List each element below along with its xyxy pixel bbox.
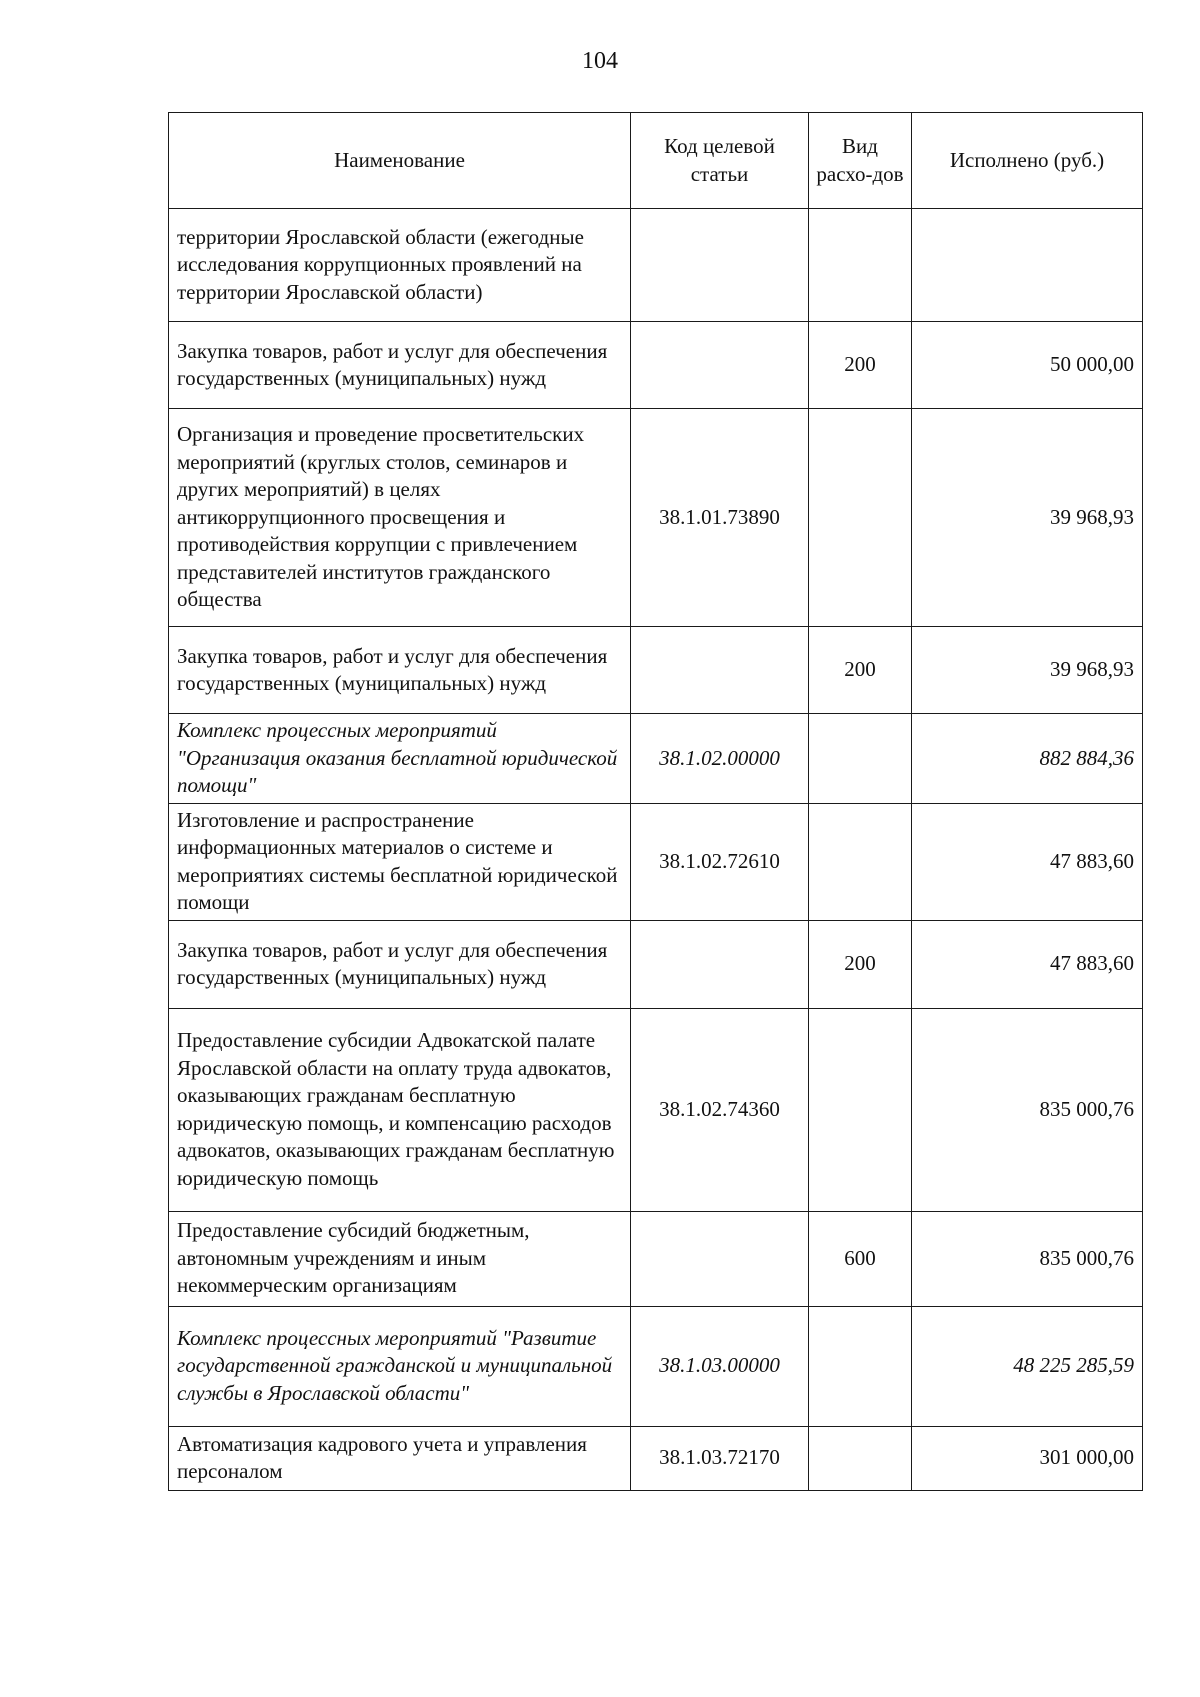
row-name: Автоматизация кадрового учета и управления персоналом (169, 1426, 631, 1490)
row-code: 38.1.02.74360 (631, 1008, 809, 1211)
table-row (169, 209, 1143, 322)
row-sum: 882 884,36 (912, 714, 1143, 804)
row-name: Изготовление и распространение информационных материалов о системе и мероприятиях системы бесплатной юридической помощи (169, 803, 631, 920)
row-name: Комплекс процессных мероприятий "Организация оказания бесплатной юридической помощи" (169, 714, 631, 804)
table-row (169, 1008, 1143, 1211)
row-sum: 47 883,60 (912, 920, 1143, 1008)
row-kind: 200 (809, 920, 912, 1008)
row-kind: 200 (809, 322, 912, 409)
row-kind (809, 1426, 912, 1490)
row-sum: 39 968,93 (912, 627, 1143, 714)
row-code: 38.1.03.00000 (631, 1306, 809, 1426)
row-sum: 47 883,60 (912, 803, 1143, 920)
row-sum (912, 209, 1143, 322)
row-code (631, 920, 809, 1008)
row-kind: 600 (809, 1211, 912, 1306)
row-sum: 50 000,00 (912, 322, 1143, 409)
row-code (631, 1211, 809, 1306)
row-name: Закупка товаров, работ и услуг для обеспечения государственных (муниципальных) нужд (169, 322, 631, 409)
row-code (631, 322, 809, 409)
row-sum: 301 000,00 (912, 1426, 1143, 1490)
budget-execution-table (168, 112, 1143, 1491)
row-name: Закупка товаров, работ и услуг для обеспечения государственных (муниципальных) нужд (169, 920, 631, 1008)
row-name: территории Ярославской области (ежегодные исследования коррупционных проявлений на территории Ярославской области) (169, 209, 631, 322)
row-code: 38.1.03.72170 (631, 1426, 809, 1490)
row-kind (809, 803, 912, 920)
table-row (169, 1426, 1143, 1490)
table-row (169, 920, 1143, 1008)
row-name: Предоставление субсидий бюджетным, автономным учреждениям и иным некоммерческим организациям (169, 1211, 631, 1306)
table-row (169, 714, 1143, 804)
page-number: 104 (582, 48, 618, 74)
row-kind (809, 1306, 912, 1426)
row-sum: 48 225 285,59 (912, 1306, 1143, 1426)
row-code (631, 209, 809, 322)
row-kind (809, 409, 912, 627)
header-sum: Исполнено (руб.) (912, 113, 1143, 209)
header-kind: Вид расхо-дов (809, 113, 912, 209)
header-code: Код целевой статьи (631, 113, 809, 209)
row-kind: 200 (809, 627, 912, 714)
row-code (631, 627, 809, 714)
row-sum: 835 000,76 (912, 1008, 1143, 1211)
row-code: 38.1.02.00000 (631, 714, 809, 804)
table-header-row (169, 113, 1143, 209)
header-name: Наименование (169, 113, 631, 209)
table-row (169, 803, 1143, 920)
row-name: Организация и проведение просветительских мероприятий (круглых столов, семинаров и других мероприятий) в целях антикоррупционного просвещения и противодействия коррупции с привлечением представителей институтов гражданского общества (169, 409, 631, 627)
row-kind (809, 209, 912, 322)
table-row (169, 322, 1143, 409)
row-name: Комплекс процессных мероприятий "Развитие государственной гражданской и муниципальной службы в Ярославской области" (169, 1306, 631, 1426)
row-code: 38.1.02.72610 (631, 803, 809, 920)
table-row (169, 1211, 1143, 1306)
row-sum: 39 968,93 (912, 409, 1143, 627)
table-row (169, 409, 1143, 627)
row-sum: 835 000,76 (912, 1211, 1143, 1306)
table-row (169, 627, 1143, 714)
row-code: 38.1.01.73890 (631, 409, 809, 627)
row-name: Закупка товаров, работ и услуг для обеспечения государственных (муниципальных) нужд (169, 627, 631, 714)
row-kind (809, 714, 912, 804)
table-row (169, 1306, 1143, 1426)
row-kind (809, 1008, 912, 1211)
row-name: Предоставление субсидии Адвокатской палате Ярославской области на оплату труда адвокатов, оказывающих гражданам бесплатную юридическую помощь, и компенсацию расходов адвокатов, оказывающих гражданам бесплатную юридическую помощь (169, 1008, 631, 1211)
